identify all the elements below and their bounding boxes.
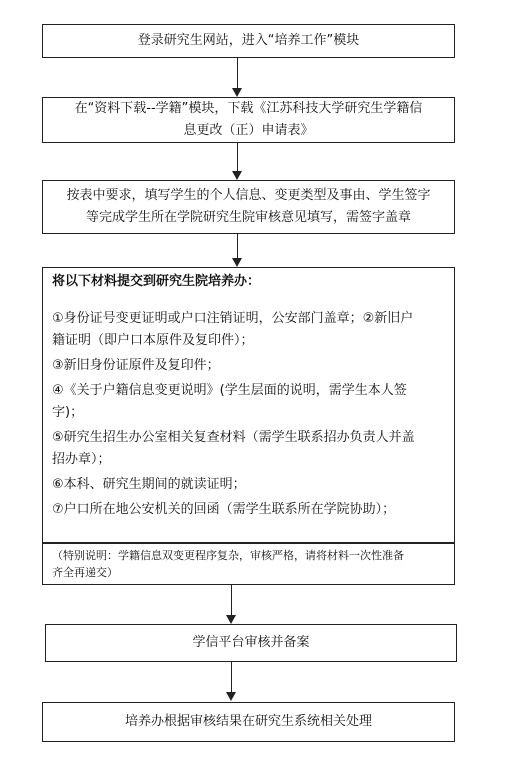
materials-list bbox=[52, 308, 446, 521]
step-5-box bbox=[45, 624, 457, 662]
materials-item: ①身份证号变更证明或户口注销证明，公安部门盖章；②新旧户 bbox=[52, 311, 414, 326]
materials-item: 籍证明（即户口本原件及复印件）； bbox=[52, 333, 254, 348]
materials-item: ⑤研究生招生办公室相关复查材料（需学生联系招办负责人并盖 bbox=[52, 430, 415, 445]
step-6-text: 培养办根据审核结果在研究生系统相关处理 bbox=[124, 714, 372, 729]
step-5-text: 学信平台审核并备案 bbox=[192, 635, 310, 650]
materials-item: ⑥本科、研究生期间的就读证明； bbox=[52, 477, 246, 492]
step-6-box bbox=[42, 702, 455, 742]
step-3-box bbox=[42, 180, 455, 234]
materials-item: ④《关于户籍信息变更说明》(学生层面的说明，需学生本人签 bbox=[52, 383, 407, 398]
special-note-line-1: （特别说明：学籍信息双变更程序复杂，审核严格，请将材料一次性准备 bbox=[52, 549, 404, 562]
step-2-text-line-1: 在“资料下载--学籍”模块，下载《江苏科技大学研究生学籍信 bbox=[74, 101, 423, 116]
special-note-line-2: 齐全再递交） bbox=[52, 566, 118, 579]
step-1-box bbox=[42, 24, 455, 58]
materials-box bbox=[42, 267, 455, 543]
materials-item: 招办章）； bbox=[52, 452, 111, 467]
special-note-box bbox=[42, 543, 455, 585]
materials-item: ③新旧身份证原件及复印件； bbox=[52, 358, 220, 373]
step-3-text-line-2: 等完成学生所在学院研究生院审核意见填写，需签字盖章 bbox=[85, 210, 411, 225]
materials-item: 字)； bbox=[52, 405, 84, 420]
step-3-text-line-1: 按表中要求，填写学生的个人信息、变更类型及事由、学生签字 bbox=[66, 188, 431, 203]
step-2-box bbox=[42, 97, 455, 143]
step-2-text-line-2: 息更改（正）申请表》 bbox=[183, 123, 314, 138]
materials-title: 将以下材料提交到研究生院培养办： bbox=[52, 274, 261, 289]
materials-item: ⑦户口所在地公安机关的回函（需学生联系所在学院协助）； bbox=[52, 502, 396, 517]
step-1-text: 登录研究生网站，进入“培养工作”模块 bbox=[137, 33, 360, 48]
